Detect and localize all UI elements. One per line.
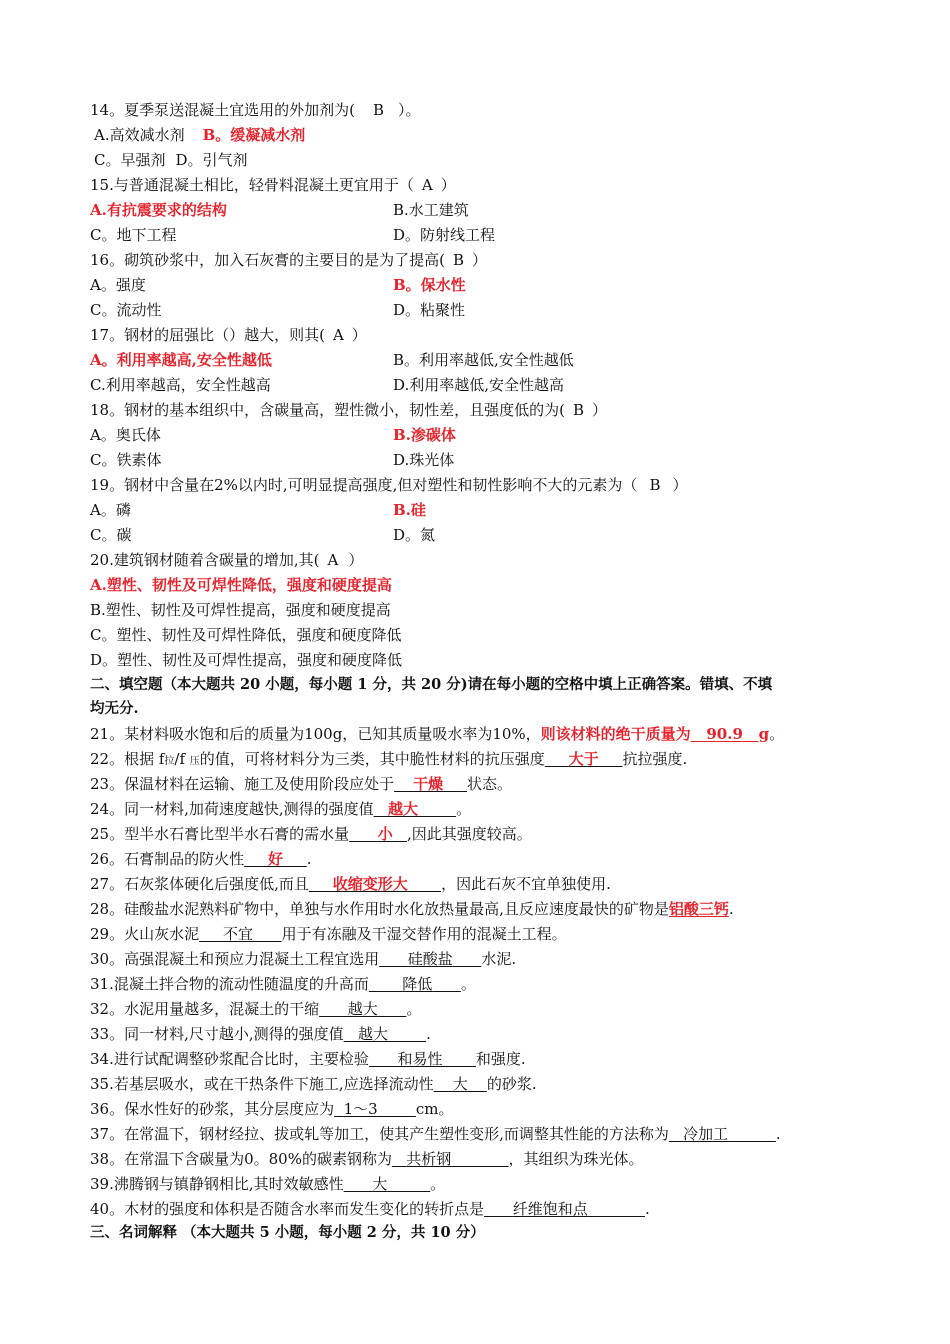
section-3-heading: 三、名词解释 （本大题共 5 小题，每小题 2 分，共 10 分） [90, 1224, 485, 1241]
question-15-option-b: B.水工建筑 [393, 201, 469, 219]
question-18-answer: B [572, 401, 584, 419]
fill-answer-28: 铝酸三钙 [668, 900, 729, 918]
fill-answer-34: 和易性 [397, 1050, 443, 1068]
question-20-stem: 20.建筑钢材随着含碳量的增加,其( A ） [90, 551, 364, 569]
option-c: C。早强剂 [94, 151, 166, 169]
question-20-option-b: B.塑性、韧性及可焊性提高，强度和硬度提高 [90, 601, 391, 619]
fill-question-26: 26。石膏制品的防火性 好 . [90, 850, 312, 868]
fill-question-39: 39.沸腾钢与镇静钢相比,其时效敏感性 大 。 [90, 1175, 446, 1193]
question-15-option-a-correct: A.有抗震要求的结构 [90, 201, 227, 219]
question-17-option-a-correct: A。利用率越高,安全性越低 [90, 351, 272, 369]
fill-answer-38: 共析钢 [406, 1150, 452, 1168]
question-19-answer: B [649, 476, 661, 494]
question-17-option-c: C.利用率越高，安全性越高 [90, 376, 271, 394]
question-20-option-c: C。塑性、韧性及可焊性降低，强度和硬度降低 [90, 626, 402, 644]
question-18-stem: 18。钢材的基本组织中，含碳量高，塑性微小，韧性差，且强度低的为( B ） [90, 401, 607, 419]
fill-question-38: 38。在常温下含碳量为0。80%的碳素钢称为 共析钢 ，其组织为珠光体。 [90, 1150, 644, 1168]
question-19-option-d: D。氮 [393, 526, 436, 544]
question-16-option-c: C。流动性 [90, 301, 162, 319]
fill-question-37: 37。在常温下，钢材经拉、拔或轧等加工，使其产生塑性变形,而调整其性能的方法称为 冷加工 . [90, 1125, 781, 1143]
question-20-option-a-correct: A.塑性、韧性及可焊性降低，强度和硬度提高 [90, 576, 392, 594]
question-19-stem: 19。钢材中含量在2%以内时,可明显提高强度,但对塑性和韧性影响不大的元素为（ B ） [90, 476, 688, 494]
question-16-option-a: A。强度 [90, 276, 146, 294]
question-15-answer: A [421, 176, 433, 194]
fill-answer-39: 大 [372, 1175, 388, 1193]
fill-question-36: 36。保水性好的砂浆，其分层度应为 1～3 cm。 [90, 1100, 454, 1118]
question-20-option-d: D。塑性、韧性及可焊性提高，强度和硬度降低 [90, 651, 403, 669]
option-a: A.高效减水剂 [94, 126, 185, 144]
question-16-option-b-correct: B。保水性 [393, 276, 466, 294]
question-18-option-b-correct: B.渗碳体 [393, 426, 456, 444]
question-16-option-d: D。粘聚性 [393, 301, 466, 319]
question-15-stem: 15.与普通混凝土相比，轻骨料混凝土更宜用于（ A ） [90, 176, 456, 194]
question-19-option-c: C。碳 [90, 526, 132, 544]
question-19-option-a: A。磷 [90, 501, 131, 519]
question-18-option-c: C。铁素体 [90, 451, 162, 469]
fill-answer-27: 收缩变形大 [332, 875, 408, 893]
fill-question-28: 28。硅酸盐水泥熟料矿物中，单独与水作用时水化放热量最高,且反应速度最快的矿物是铝酸三钙. [90, 900, 734, 918]
fill-answer-37: 冷加工 [683, 1125, 729, 1143]
question-17-option-d: D.利用率越低,安全性越高 [393, 376, 565, 394]
fill-answer-32: 越大 [347, 1000, 378, 1018]
fill-question-25: 25。型半水石膏比型半水石膏的需水量 小 ,因此其强度较高。 [90, 825, 532, 843]
question-14-stem: 14。夏季泵送混凝土宜选用的外加剂为( B ）。 [90, 101, 421, 119]
option-d: D。引气剂 [175, 151, 248, 169]
fill-question-30: 30。高强混凝土和预应力混凝土工程宜选用 硅酸盐 水泥. [90, 950, 517, 968]
fill-question-21: 21。某材料吸水饱和后的质量为100g，已知其质量吸水率为10%，则该材料的绝干质量为 90.9 g。 [90, 725, 785, 743]
fill-answer-40: 纤维饱和点 [512, 1200, 588, 1218]
section-2-heading: 二、填空题（本大题共 20 小题，每小题 1 分，共 20 分)请在每小题的空格中填上正确答案。错填、不填 [90, 676, 773, 693]
fill-answer-36: 1～3 [343, 1100, 378, 1118]
question-20-answer: A [327, 551, 339, 569]
question-16-answer: B [452, 251, 464, 269]
fill-answer-33: 越大 [357, 1025, 388, 1043]
question-17-answer: A [332, 326, 344, 344]
fill-question-31: 31.混凝土拌合物的流动性随温度的升高而 降低 。 [90, 975, 476, 993]
fill-answer-31: 降低 [402, 975, 433, 993]
fill-question-35: 35.若基层吸水，或在干热条件下施工,应选择流动性 大 的砂浆. [90, 1075, 537, 1093]
option-b-correct: B。缓凝减水剂 [202, 126, 306, 144]
fill-question-23: 23。保温材料在运输、施工及使用阶段应处于 干燥 状态。 [90, 775, 513, 793]
fill-answer-23: 干燥 [413, 775, 444, 793]
question-15-option-d: D。防射线工程 [393, 226, 496, 244]
fill-question-29: 29。火山灰水泥 不宜 用于有冻融及干湿交替作用的混凝土工程。 [90, 925, 567, 943]
fill-question-33: 33。同一材料,尺寸越小,测得的强度值 越大 . [90, 1025, 431, 1043]
question-18-option-a: A。奥氏体 [90, 426, 161, 444]
fill-question-22: 22。根据 f拉/f 压的值，可将材料分为三类，其中脆性材料的抗压强度 大于 抗拉强度. [90, 750, 688, 768]
question-15-option-c: C。地下工程 [90, 226, 177, 244]
fill-answer-26: 好 [267, 850, 283, 868]
fill-answer-22: 大于 [568, 750, 599, 768]
question-17-stem: 17。钢材的屈强比（）越大，则其( A ） [90, 326, 367, 344]
fill-question-40: 40。木材的强度和体积是否随含水率而发生变化的转折点是 纤维饱和点 . [90, 1200, 650, 1218]
fill-question-32: 32。水泥用量越多，混凝土的干缩 越大 。 [90, 1000, 422, 1018]
fill-question-24: 24。同一材料,加荷速度越快,测得的强度值 越大 。 [90, 800, 472, 818]
section-2-heading-cont: 均无分. [90, 700, 139, 717]
question-18-option-d: D.珠光体 [393, 451, 455, 469]
question-19-option-b-correct: B.硅 [393, 501, 426, 519]
question-17-option-b: B。利用率越低,安全性越低 [393, 351, 574, 369]
fill-answer-35: 大 [452, 1075, 468, 1093]
question-14-options-cd [94, 149, 248, 171]
question-14-options-ab [94, 124, 305, 146]
fill-answer-24: 越大 [387, 800, 418, 818]
fill-question-34: 34.进行试配调整砂浆配合比时，主要检验 和易性 和强度. [90, 1050, 526, 1068]
question-14-answer: B [372, 101, 384, 119]
fill-question-27: 27。石灰浆体硬化后强度低,而且 收缩变形大 ，因此石灰不宜单独使用. [90, 875, 611, 893]
question-16-stem: 16。砌筑砂浆中，加入石灰膏的主要目的是为了提高( B ） [90, 251, 487, 269]
fill-answer-25: 小 [377, 825, 393, 843]
fill-answer-29: 不宜 [222, 925, 253, 943]
fill-answer-21: 90.9 [706, 725, 743, 743]
fill-answer-30: 硅酸盐 [407, 950, 453, 968]
